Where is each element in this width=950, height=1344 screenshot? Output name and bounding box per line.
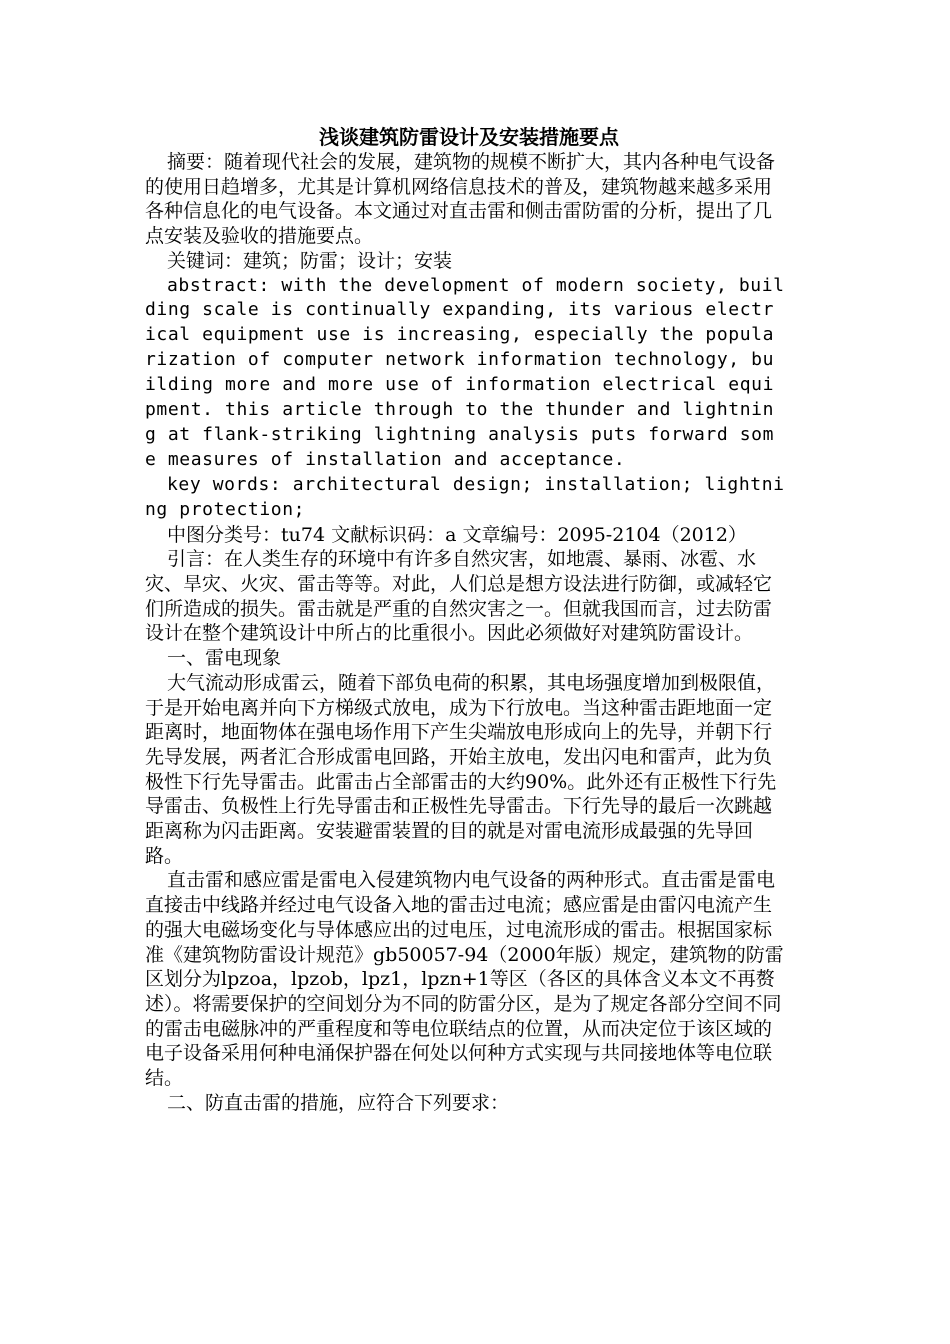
section1-paragraph-2: 直击雷和感应雷是雷电入侵建筑物内电气设备的两种形式。直击雷是雷电直接击中线路并经过电气设备入地的雷击过电流；感应雷是由雷闪电流产生的强大电磁场变化与导体感应出的过电压，过电流形成的雷击。根据国家标准《建筑物防雷设计规范》gb50057-94（2000年版）规定，建筑物的防雷区划分为lpzoa，lpzob，lpz1，lpzn+1等区（各区的具体含义本文不再赘述）。将需要保护的空间划分为不同的防雷分区，是为了规定各部分空间不同的雷击电磁脉冲的严重程度和等电位联结点的位置，从而决定位于该区域的电子设备采用何种电涌保护器在何处以何种方式实现与共同接地体等电位联结。 xyxy=(145,869,784,1090)
keywords-en: key words: architectural design; installation; lightning protection; xyxy=(145,473,785,520)
section2-heading: 二、防直击雷的措施，应符合下列要求： xyxy=(167,1091,510,1114)
document-page xyxy=(145,124,785,1115)
section1-heading: 一、雷电现象 xyxy=(167,647,282,670)
intro-paragraph: 引言：在人类生存的环境中有许多自然灾害，如地震、暴雨、冰雹、水灾、旱灾、火灾、雷击等等。对此，人们总是想方设法进行防御，或减轻它们所造成的损失。雷击就是严重的自然灾害之一。但就我国而言，过去防雷设计在整个建筑设计中所占的比重很小。因此必须做好对建筑防雷设计。 xyxy=(145,548,773,645)
classification-line: 中图分类号：tu74 文献标识码：a 文章编号：2095-2104（2012） xyxy=(167,523,747,546)
abstract-cn: 摘要：随着现代社会的发展，建筑物的规模不断扩大，其内各种电气设备的使用日趋增多，尤其是计算机网络信息技术的普及，建筑物越来越多采用各种信息化的电气设备。本文通过对直击雷和侧击雷防雷的分析，提出了几点安装及验收的措施要点。 xyxy=(145,151,776,248)
keywords-cn: 关键词：建筑；防雷；设计；安装 xyxy=(167,249,453,272)
abstract-en: abstract: with the development of modern society, building scale is continually expanding, its various electrical equipment use is increasing, especially the popularization of computer network information technology, building more and more use of information electrical equipment. this article through to the thunder and lightning at flank-striking lightning analysis puts forward some measures of installation and acceptance. xyxy=(145,274,785,470)
document-title: 浅谈建筑防雷设计及安装措施要点 xyxy=(319,125,619,149)
section1-paragraph-1: 大气流动形成雷云，随着下部负电荷的积累，其电场强度增加到极限值，于是开始电离并向下方梯级式放电，成为下行放电。当这种雷击距地面一定距离时，地面物体在强电场作用下产生尖端放电形成向上的先导，并朝下行先导发展，两者汇合形成雷电回路，开始主放电，发出闪电和雷声，此为负极性下行先导雷击。此雷击占全部雷击的大约90%。此外还有正极性下行先导雷击、负极性上行先导雷击和正极性先导雷击。下行先导的最后一次跳越距离称为闪击距离。安装避雷装置的目的就是对雷电流形成最强的先导回路。 xyxy=(145,671,777,867)
